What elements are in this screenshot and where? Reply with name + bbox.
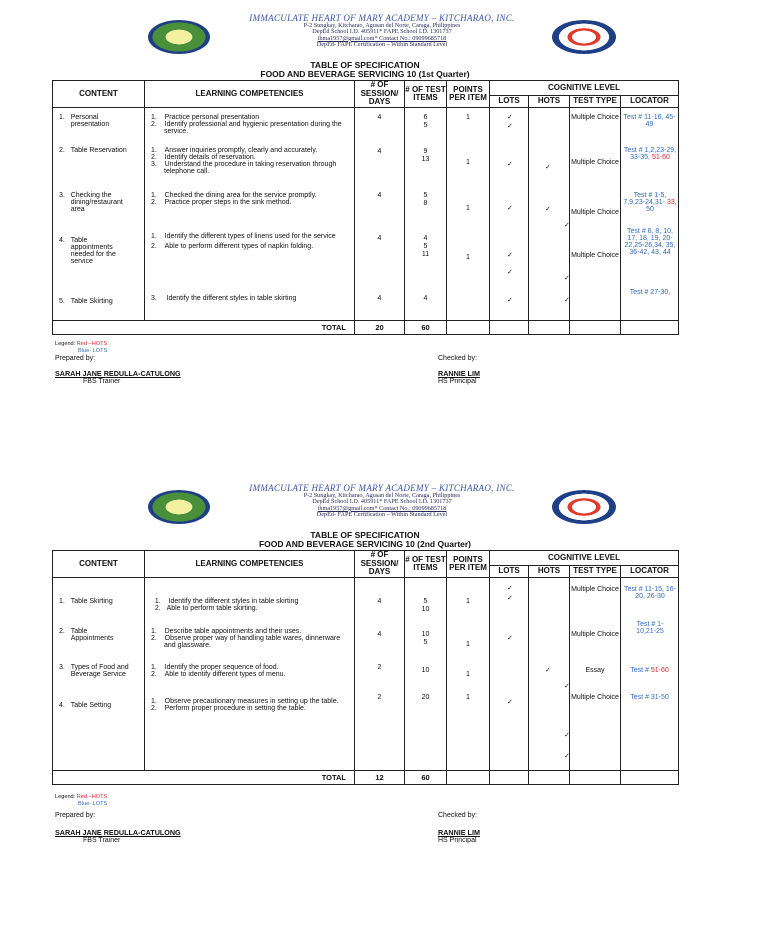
th-content: CONTENT	[53, 551, 145, 578]
legend: Legend: Red –HOTS Blue- LOTS	[55, 794, 108, 807]
items-value: 4	[423, 295, 428, 302]
th-lots: LOTS	[490, 96, 529, 108]
check-icon: ✓	[507, 699, 513, 706]
list-item: 1. Identify the different styles in table skirting 2. Able to perform table skirting.	[151, 598, 299, 612]
type-value: Multiple Choice	[571, 114, 619, 121]
lots-col	[490, 578, 529, 771]
th-sessions: # OF SESSION/ DAYS	[355, 551, 405, 578]
spec-table-q1	[52, 80, 679, 335]
legend: Legend: Red –HOTS Blue- LOTS	[55, 341, 108, 354]
locator-value: Test # 31-50	[630, 694, 669, 701]
points-value: 1	[466, 159, 470, 166]
th-content: CONTENT	[53, 81, 145, 108]
competencies-col	[145, 108, 355, 321]
school-cert: DepEd- FAPE Certification – Within Standard Level	[316, 511, 448, 519]
school-header	[52, 14, 678, 62]
doc-subtitle: FOOD AND BEVERAGE SERVICING 10 (1st Quarter)	[260, 68, 470, 79]
days-value: 4	[377, 598, 382, 605]
type-value: Multiple Choice	[571, 209, 619, 216]
th-locator: LOCATOR	[621, 566, 679, 578]
competencies-col	[145, 578, 355, 771]
check-icon: ✓	[545, 206, 551, 213]
school-info	[212, 14, 552, 49]
list-item: 1. Identify the proper sequence of food. 2. Able to identify different types of menu.	[151, 664, 286, 678]
days-value: 2	[377, 694, 382, 701]
items-value: 10	[421, 667, 430, 674]
checker-role: HS Principal	[438, 378, 477, 385]
items-value: 6 5	[423, 114, 428, 129]
list-item: 3. Checking the dining/restaurant area	[59, 192, 123, 213]
hots-col	[529, 578, 570, 771]
school-name: IMMACULATE HEART OF MARY ACADEMY – KITCHARAO, INC.	[249, 13, 515, 23]
school-address: P-2 Sungkay, Kitcharao, Agusan del Norte, Caraga, Philippines	[303, 22, 461, 29]
list-item: 1. Practice personal presentation 2. Identify professional and hygienic presentation during the service.	[151, 114, 342, 135]
check-icon: ✓	[545, 164, 551, 171]
school-seal-logo	[148, 490, 210, 524]
preparer-name: SARAH JANE REDULLA-CATULONG	[55, 828, 181, 837]
school-cert: DepEd- FAPE Certification – Within Standard Level	[316, 41, 448, 49]
check-icon: ✓	[564, 297, 570, 304]
items-value: 5 10	[421, 598, 430, 613]
list-item: 1. Identify the different types of linens used for the service 2. Able to perform different types of napkin folding.	[151, 233, 336, 250]
signature-block	[52, 785, 678, 845]
th-cognitive: COGNITIVE LEVEL	[490, 551, 679, 566]
items-value: 9 13	[421, 148, 430, 163]
school-header	[52, 484, 678, 532]
prepared-by-label: Prepared by:	[55, 812, 96, 819]
check-icon: ✓	[507, 161, 513, 168]
items-col	[405, 108, 447, 321]
list-item: 3. Identify the different styles in table skirting	[151, 295, 297, 302]
type-value: Multiple Choice	[571, 694, 619, 701]
points-value: 1	[466, 598, 470, 605]
total-days: 12	[355, 771, 405, 785]
locator-value: Test # 1-5, 7,9,23-24,31- 33, 50	[623, 192, 677, 213]
check-icon: ✓	[507, 585, 513, 592]
prepared-by-label: Prepared by:	[55, 355, 96, 362]
list-item: 4. Table Setting	[59, 702, 112, 709]
points-value: 1	[466, 254, 470, 261]
total-label: TOTAL	[53, 771, 355, 785]
type-value: Multiple Choice	[571, 586, 619, 593]
locator-value: Test # 51-60	[630, 667, 669, 674]
school-contact: ihma1957@gmail.com* Contact No.: 09099685718	[317, 34, 447, 42]
hots-col	[529, 108, 570, 321]
check-icon: ✓	[564, 222, 570, 229]
points-value: 1	[466, 114, 470, 121]
doc-subtitle: FOOD AND BEVERAGE SERVICING 10 (2nd Quarter)	[258, 538, 472, 549]
days-value: 4	[377, 295, 382, 302]
type-value: Multiple Choice	[571, 631, 619, 638]
list-item: 5. Table Skirting	[59, 298, 113, 305]
fape-logo	[552, 20, 616, 54]
days-value: 4	[377, 235, 382, 242]
locator-value: Test # 27-30,	[629, 289, 671, 296]
toc-q2	[52, 484, 678, 845]
list-item: 1. Answer inquiries promptly, clearly and accurately. 2. Identify details of reservation. 3. Understand the procedure in taking reservation through telephone call.	[151, 147, 337, 175]
th-competencies: LEARNING COMPETENCIES	[145, 551, 355, 578]
sessions-col	[355, 108, 405, 321]
locator-value: Test # 11-15, 16-20, 26-30	[623, 586, 676, 600]
sessions-col	[355, 578, 405, 771]
preparer-name: SARAH JANE REDULLA-CATULONG	[55, 369, 181, 378]
th-points: POINTS PER ITEM	[447, 81, 490, 108]
check-icon: ✓	[564, 275, 570, 282]
items-col	[405, 578, 447, 771]
school-contact: ihma1957@gmail.com* Contact No.: 09099685718	[317, 504, 447, 512]
items-value: 10 5	[421, 631, 430, 646]
check-icon: ✓	[507, 205, 513, 212]
total-row	[53, 771, 679, 785]
points-col	[447, 578, 490, 771]
content-col	[53, 108, 145, 321]
lots-col	[490, 108, 529, 321]
th-sessions: # OF SESSION/ DAYS	[355, 81, 405, 108]
checker-name: RANNIE LIM	[438, 828, 480, 837]
table-body-row	[53, 578, 679, 771]
check-icon: ✓	[564, 753, 570, 760]
checker-name: RANNIE LIM	[438, 369, 480, 378]
fape-logo	[552, 490, 616, 524]
total-row	[53, 321, 679, 335]
school-address: P-2 Sungkay, Kitcharao, Agusan del Norte, Caraga, Philippines	[303, 492, 461, 499]
list-item: 1. Table Skirting	[59, 598, 113, 605]
check-icon: ✓	[507, 297, 513, 304]
locator-value: Test # 6, 8, 10, 17, 18, 19, 20-22,25-26,34, 35, 36-42, 43, 44	[624, 228, 676, 256]
check-icon: ✓	[507, 269, 513, 276]
school-ids: DepEd School I.D. 405911* FAPE School I.D. 1301737	[312, 28, 452, 36]
th-type: TEST TYPE	[570, 566, 621, 578]
th-points: POINTS PER ITEM	[447, 551, 490, 578]
list-item: 3. Types of Food and Beverage Service	[59, 664, 129, 678]
th-items: # OF TEST ITEMS	[405, 81, 447, 108]
spec-table-q2	[52, 550, 679, 785]
type-col	[570, 108, 621, 321]
total-items: 60	[405, 321, 447, 335]
points-value: 1	[466, 694, 470, 701]
total-days: 20	[355, 321, 405, 335]
th-locator: LOCATOR	[621, 96, 679, 108]
th-items: # OF TEST ITEMS	[405, 551, 447, 578]
list-item: 1. Describe table appointments and their uses. 2. Observe proper way of handling table wares, dinnerware and glassware.	[151, 628, 341, 649]
locator-col	[621, 108, 679, 321]
check-icon: ✓	[564, 732, 570, 739]
check-icon: ✓	[507, 252, 513, 259]
total-items: 60	[405, 771, 447, 785]
points-value: 1	[466, 671, 470, 678]
table-body-row	[53, 108, 679, 321]
items-value: 5 8	[423, 192, 428, 207]
total-label: TOTAL	[53, 321, 355, 335]
items-value: 4 5 11	[421, 235, 430, 258]
list-item: 1. Personal presentation	[59, 114, 110, 128]
checked-by-label: Checked by:	[438, 812, 477, 819]
list-item: 1. Observe precautionary measures in setting up the table. 2. Perform proper procedure in setting the table.	[151, 698, 339, 712]
check-icon: ✓	[545, 667, 551, 674]
th-cognitive: COGNITIVE LEVEL	[490, 81, 679, 96]
signature-block	[52, 335, 678, 395]
list-item: 2. Table Appointments	[59, 628, 114, 642]
locator-value: Test # 1-10,21-25	[636, 621, 664, 635]
days-value: 4	[377, 114, 382, 121]
type-value: Essay	[585, 667, 605, 674]
preparer-role: FBS Trainer	[83, 837, 121, 844]
th-hots: HOTS	[529, 566, 570, 578]
school-name: IMMACULATE HEART OF MARY ACADEMY – KITCHARAO, INC.	[249, 483, 515, 493]
days-value: 4	[377, 192, 382, 199]
type-col	[570, 578, 621, 771]
check-icon: ✓	[507, 114, 513, 121]
list-item: 2. Table Reservation	[59, 147, 127, 154]
toc-q1	[52, 14, 678, 395]
days-value: 4	[377, 631, 382, 638]
points-value: 1	[466, 641, 470, 648]
check-icon: ✓	[507, 123, 513, 130]
content-col	[53, 578, 145, 771]
list-item: 4. Table appointments needed for the service	[59, 237, 116, 265]
school-seal-logo	[148, 20, 210, 54]
school-info	[212, 484, 552, 519]
items-value: 20	[421, 694, 430, 701]
doc-title: TABLE OF SPECIFICATION	[310, 60, 420, 70]
list-item: 1. Checked the dining area for the service promptly. 2. Practice proper steps in the sink method.	[151, 192, 317, 206]
days-value: 4	[377, 148, 382, 155]
checked-by-label: Checked by:	[438, 355, 477, 362]
th-type: TEST TYPE	[570, 96, 621, 108]
points-value: 1	[466, 205, 470, 212]
check-icon: ✓	[564, 683, 570, 690]
days-value: 2	[377, 664, 382, 671]
check-icon: ✓	[507, 635, 513, 642]
type-value: Multiple Choice	[571, 252, 619, 259]
doc-title: TABLE OF SPECIFICATION	[310, 530, 420, 540]
th-hots: HOTS	[529, 96, 570, 108]
th-lots: LOTS	[490, 566, 529, 578]
check-icon: ✓	[507, 595, 513, 602]
points-col	[447, 108, 490, 321]
locator-value: Test # 11-16, 45-49	[623, 114, 676, 128]
checker-role: HS Principal	[438, 837, 477, 844]
preparer-role: FBS Trainer	[83, 378, 121, 385]
locator-value: Test # 1,2,23-29, 33-35, 51-60	[623, 147, 677, 161]
school-ids: DepEd School I.D. 405911* FAPE School I.D. 1301737	[312, 498, 452, 506]
type-value: Multiple Choice	[571, 159, 619, 166]
locator-col	[621, 578, 679, 771]
th-competencies: LEARNING COMPETENCIES	[145, 81, 355, 108]
